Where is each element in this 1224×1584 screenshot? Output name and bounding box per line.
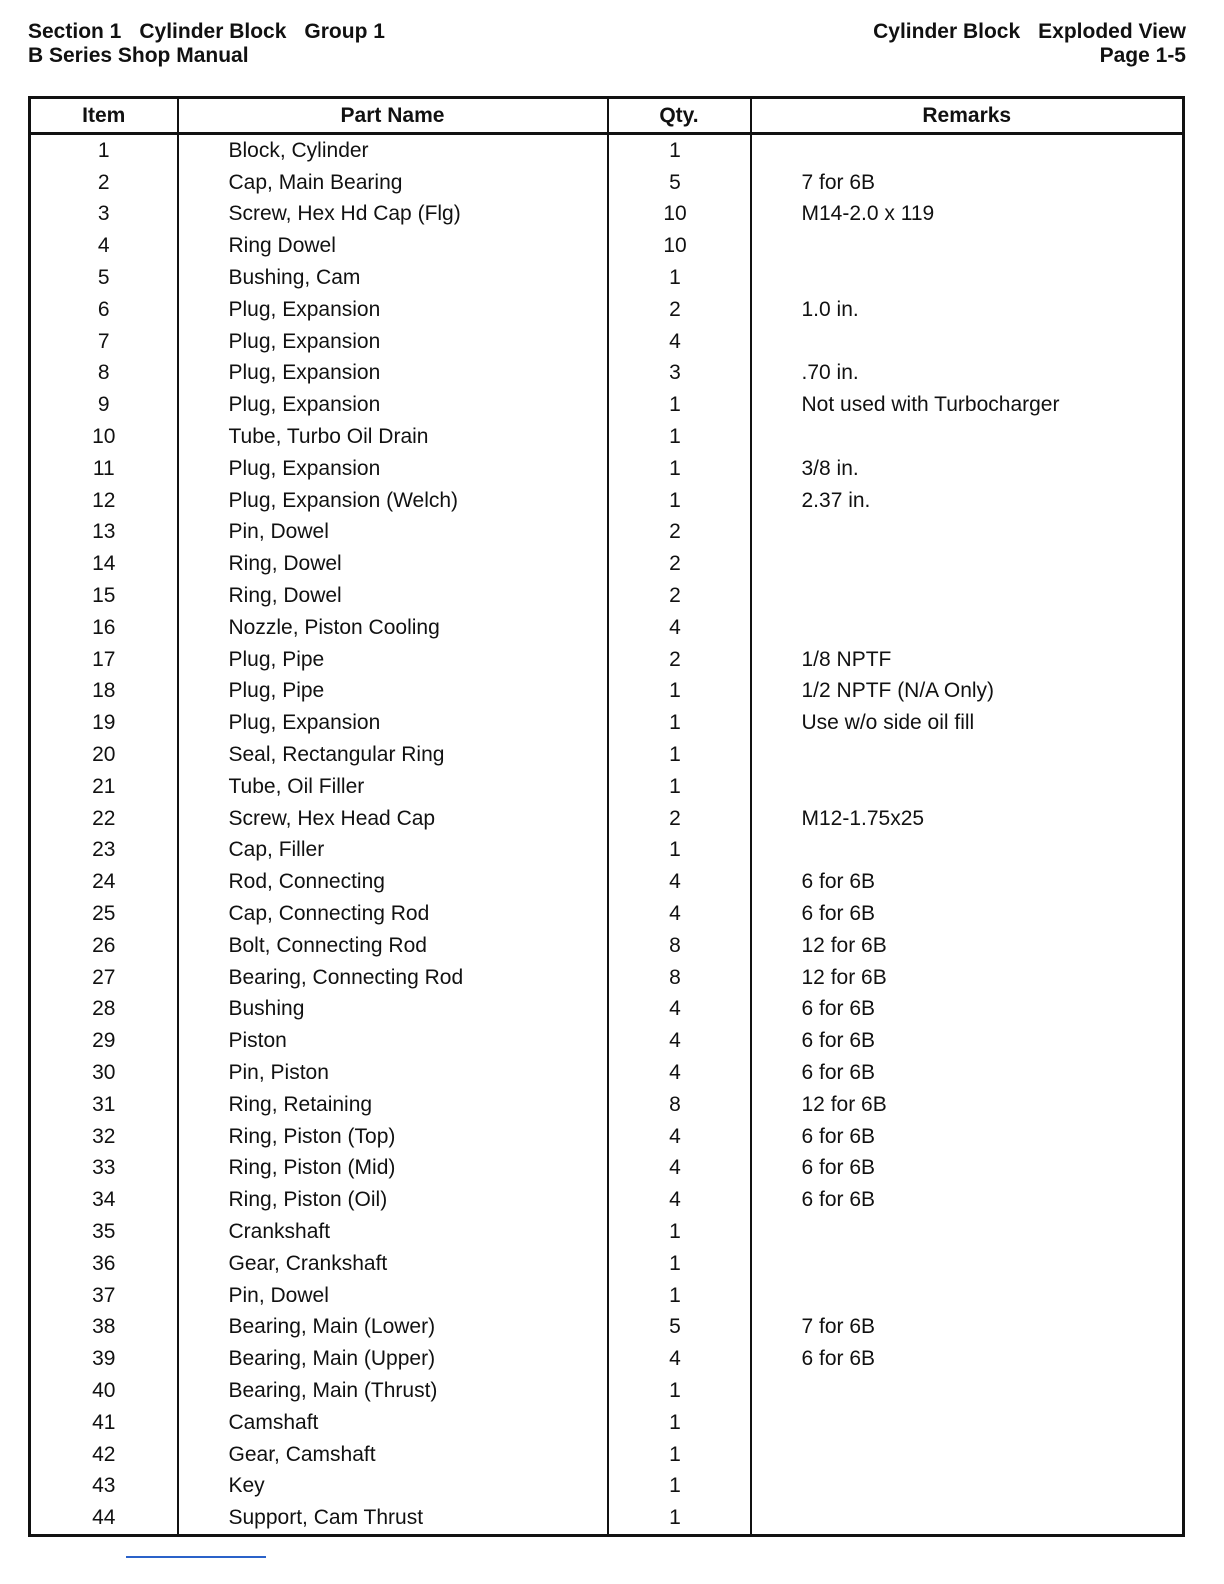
qty-cell: 1 [608,1280,751,1312]
item-cell: 4 [97,234,110,258]
item-cell: 14 [92,552,116,576]
part-name-cell: Key [178,1470,608,1502]
remarks-cell: 6 for 6B [751,1343,1184,1375]
part-name-cell: Rod, Connecting [178,866,608,898]
remarks-cell: M14-2.0 x 119 [751,199,1184,231]
table-row [30,485,1184,517]
item-cell: 29 [92,1029,116,1053]
header-left [28,20,385,68]
item-cell: 2 [97,170,110,194]
item-cell: 33 [92,1156,116,1180]
qty-cell: 1 [608,421,751,453]
remarks-cell [751,1375,1184,1407]
qty-cell: 2 [608,803,751,835]
remarks-cell [751,262,1184,294]
item-cell: 40 [92,1378,116,1402]
qty-cell: 1 [608,1502,751,1535]
remarks-cell [751,1407,1184,1439]
qty-cell: 8 [608,930,751,962]
qty-cell: 3 [608,358,751,390]
item-cell: 35 [92,1219,116,1243]
part-name-cell: Bushing [178,994,608,1026]
item-cell: 22 [92,806,116,830]
item-cell: 44 [92,1506,116,1530]
section-subject: Cylinder Block [139,20,287,43]
table-row [30,930,1184,962]
remarks-cell [751,1280,1184,1312]
qty-cell: 1 [608,453,751,485]
remarks-cell: 12 for 6B [751,930,1184,962]
qty-cell: 1 [608,1439,751,1471]
part-name-cell: Ring, Piston (Top) [178,1121,608,1153]
part-name-cell: Plug, Pipe [178,644,608,676]
table-header-row [30,98,1184,134]
qty-cell: 10 [608,230,751,262]
part-name-cell: Bearing, Main (Lower) [178,1311,608,1343]
remarks-cell: 7 for 6B [751,1311,1184,1343]
remarks-cell: 1/2 NPTF (N/A Only) [751,676,1184,708]
remarks-cell: 6 for 6B [751,1184,1184,1216]
table-row [30,134,1184,167]
qty-cell: 1 [608,1248,751,1280]
qty-cell: 1 [608,739,751,771]
part-name-cell: Piston [178,1025,608,1057]
qty-cell: 5 [608,1311,751,1343]
table-row [30,994,1184,1026]
table-row [30,962,1184,994]
item-cell: 11 [92,456,115,480]
remarks-cell: 6 for 6B [751,1153,1184,1185]
parts-table-body [30,134,1184,1536]
remarks-cell: 6 for 6B [751,1057,1184,1089]
part-name-cell: Nozzle, Piston Cooling [178,612,608,644]
qty-cell: 2 [608,580,751,612]
qty-cell: 4 [608,1153,751,1185]
view-label: Exploded View [1038,20,1186,43]
part-name-cell: Bearing, Connecting Rod [178,962,608,994]
table-row [30,421,1184,453]
table-row [30,358,1184,390]
table-row [30,644,1184,676]
part-name-cell: Seal, Rectangular Ring [178,739,608,771]
remarks-cell: Use w/o side oil fill [751,707,1184,739]
part-name-cell: Pin, Piston [178,1057,608,1089]
table-row [30,453,1184,485]
header-title-line [873,20,1186,44]
qty-cell: 1 [608,1407,751,1439]
table-row [30,1407,1184,1439]
item-cell: 1 [97,138,110,162]
table-row [30,739,1184,771]
part-name-cell: Ring, Piston (Oil) [178,1184,608,1216]
table-row [30,1248,1184,1280]
item-cell: 23 [92,838,116,862]
part-name-cell: Plug, Pipe [178,676,608,708]
part-name-cell: Block, Cylinder [178,134,608,167]
item-cell: 15 [92,584,116,608]
remarks-cell: 6 for 6B [751,898,1184,930]
table-row [30,517,1184,549]
item-cell: 25 [92,902,116,926]
remarks-cell: 1.0 in. [751,294,1184,326]
remarks-cell: 7 for 6B [751,167,1184,199]
table-row [30,1216,1184,1248]
page-title: Cylinder Block [873,20,1021,43]
table-row [30,1184,1184,1216]
qty-cell: 1 [608,707,751,739]
table-row [30,1025,1184,1057]
part-name-cell: Screw, Hex Hd Cap (Flg) [178,199,608,231]
manual-title: B Series Shop Manual [28,44,249,67]
table-row [30,1311,1184,1343]
qty-cell: 8 [608,1089,751,1121]
header-right [873,20,1186,68]
remarks-cell: 12 for 6B [751,1089,1184,1121]
part-name-cell: Camshaft [178,1407,608,1439]
item-cell: 39 [92,1347,116,1371]
table-row [30,707,1184,739]
table-row [30,1502,1184,1535]
part-name-cell: Tube, Turbo Oil Drain [178,421,608,453]
table-row [30,612,1184,644]
part-name-cell: Cap, Filler [178,835,608,867]
table-row [30,1121,1184,1153]
table-row [30,548,1184,580]
qty-cell: 1 [608,485,751,517]
item-cell: 41 [92,1410,116,1434]
remarks-cell [751,612,1184,644]
part-name-cell: Plug, Expansion [178,358,608,390]
remarks-cell: 6 for 6B [751,1025,1184,1057]
column-header-item: Item [30,98,178,134]
remarks-cell: 1/8 NPTF [751,644,1184,676]
item-cell: 20 [92,743,116,767]
part-name-cell: Plug, Expansion [178,294,608,326]
part-name-cell: Plug, Expansion [178,453,608,485]
remarks-cell [751,421,1184,453]
remarks-cell: 6 for 6B [751,1121,1184,1153]
qty-cell: 10 [608,199,751,231]
item-cell: 8 [97,361,110,385]
part-name-cell: Bushing, Cam [178,262,608,294]
qty-cell: 4 [608,1184,751,1216]
qty-cell: 2 [608,644,751,676]
item-cell: 9 [97,393,110,417]
table-row [30,326,1184,358]
item-cell: 37 [92,1283,116,1307]
remarks-cell: 12 for 6B [751,962,1184,994]
remarks-cell [751,1502,1184,1535]
remarks-cell: M12-1.75x25 [751,803,1184,835]
parts-table [28,96,1185,1537]
part-name-cell: Support, Cam Thrust [178,1502,608,1535]
table-row [30,866,1184,898]
remarks-cell [751,1216,1184,1248]
table-row [30,771,1184,803]
item-cell: 6 [97,297,110,321]
table-row [30,1153,1184,1185]
qty-cell: 1 [608,1470,751,1502]
qty-cell: 5 [608,167,751,199]
part-name-cell: Ring, Dowel [178,548,608,580]
qty-cell: 4 [608,866,751,898]
part-name-cell: Pin, Dowel [178,517,608,549]
remarks-cell [751,580,1184,612]
page-number: Page 1-5 [1099,44,1186,67]
table-row [30,199,1184,231]
qty-cell: 1 [608,1375,751,1407]
qty-cell: 1 [608,1216,751,1248]
remarks-cell [751,517,1184,549]
remarks-cell: 3/8 in. [751,453,1184,485]
qty-cell: 4 [608,612,751,644]
part-name-cell: Ring, Retaining [178,1089,608,1121]
item-cell: 26 [92,933,116,957]
remarks-cell: 2.37 in. [751,485,1184,517]
remarks-cell: Not used with Turbocharger [751,389,1184,421]
remarks-cell [751,1439,1184,1471]
item-cell: 30 [92,1061,116,1084]
remarks-cell: .70 in. [751,358,1184,390]
table-row [30,1375,1184,1407]
item-cell: 16 [92,615,116,639]
remarks-cell [751,739,1184,771]
qty-cell: 4 [608,326,751,358]
page-header [28,20,1186,70]
qty-cell: 4 [608,1025,751,1057]
part-name-cell: Tube, Oil Filler [178,771,608,803]
table-row [30,1439,1184,1471]
part-name-cell: Pin, Dowel [178,1280,608,1312]
part-name-cell: Cap, Connecting Rod [178,898,608,930]
item-cell: 28 [92,997,116,1021]
item-cell: 18 [92,679,116,703]
table-row [30,1470,1184,1502]
item-cell: 12 [92,488,116,512]
item-cell: 13 [92,520,116,544]
item-cell: 31 [92,1092,116,1116]
remarks-cell [751,771,1184,803]
part-name-cell: Crankshaft [178,1216,608,1248]
qty-cell: 4 [608,994,751,1026]
table-row [30,262,1184,294]
part-name-cell: Cap, Main Bearing [178,167,608,199]
item-cell: 3 [97,202,110,226]
qty-cell: 1 [608,771,751,803]
table-row [30,1089,1184,1121]
column-header-part-name: Part Name [178,98,608,134]
item-cell: 36 [92,1251,116,1275]
remarks-cell [751,1248,1184,1280]
part-name-cell: Bolt, Connecting Rod [178,930,608,962]
qty-cell: 4 [608,898,751,930]
table-row [30,230,1184,262]
item-cell: 34 [92,1188,116,1212]
item-cell: 5 [97,266,110,290]
table-row [30,835,1184,867]
table-row [30,676,1184,708]
section-label: Section 1 [28,20,122,43]
remarks-cell [751,230,1184,262]
part-name-cell: Plug, Expansion [178,389,608,421]
group-label: Group 1 [304,20,385,43]
remarks-cell [751,326,1184,358]
qty-cell: 1 [608,676,751,708]
remarks-cell: 6 for 6B [751,866,1184,898]
header-section-line [28,20,385,44]
part-name-cell: Plug, Expansion [178,707,608,739]
part-name-cell: Screw, Hex Head Cap [178,803,608,835]
table-row [30,389,1184,421]
item-cell: 42 [92,1442,116,1466]
item-cell: 32 [92,1124,116,1148]
part-name-cell: Plug, Expansion [178,326,608,358]
part-name-cell: Ring, Piston (Mid) [178,1153,608,1185]
table-row [30,898,1184,930]
part-name-cell: Bearing, Main (Thrust) [178,1375,608,1407]
table-row [30,803,1184,835]
footer-rule [126,1556,266,1558]
remarks-cell [751,1470,1184,1502]
part-name-cell: Plug, Expansion (Welch) [178,485,608,517]
part-name-cell: Bearing, Main (Upper) [178,1343,608,1375]
qty-cell: 2 [608,517,751,549]
table-row [30,1057,1184,1089]
part-name-cell: Ring Dowel [178,230,608,262]
remarks-cell [751,134,1184,167]
part-name-cell: Gear, Camshaft [178,1439,608,1471]
qty-cell: 4 [608,1121,751,1153]
column-header-qty: Qty. [608,98,751,134]
column-header-remarks: Remarks [751,98,1184,134]
part-name-cell: Ring, Dowel [178,580,608,612]
table-row [30,1343,1184,1375]
item-cell: 21 [92,774,116,798]
item-cell: 17 [92,647,116,671]
qty-cell: 4 [608,1343,751,1375]
table-row [30,167,1184,199]
qty-cell: 1 [608,835,751,867]
remarks-cell [751,835,1184,867]
qty-cell: 1 [608,389,751,421]
qty-cell: 2 [608,548,751,580]
qty-cell: 1 [608,134,751,167]
item-cell: 19 [92,711,116,735]
qty-cell: 2 [608,294,751,326]
table-row [30,1280,1184,1312]
part-name-cell: Gear, Crankshaft [178,1248,608,1280]
table-row [30,580,1184,612]
item-cell: 27 [92,965,116,989]
remarks-cell: 6 for 6B [751,994,1184,1026]
table-row [30,294,1184,326]
item-cell: 38 [92,1315,116,1339]
item-cell: 24 [92,870,116,894]
item-cell: 7 [97,329,110,353]
remarks-cell [751,548,1184,580]
item-cell: 10 [92,425,116,449]
qty-cell: 1 [608,262,751,294]
qty-cell: 8 [608,962,751,994]
qty-cell: 4 [608,1057,751,1089]
item-cell: 43 [92,1474,116,1498]
